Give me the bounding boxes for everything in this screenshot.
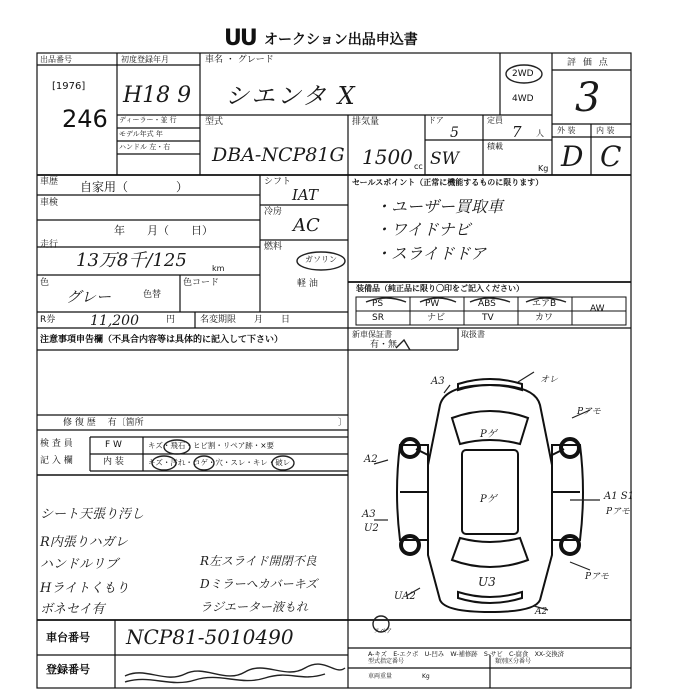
colorcode-label: 色コード xyxy=(183,278,220,288)
car-name-value: シエンタ X xyxy=(225,82,357,110)
recycle-value: 11,200 xyxy=(90,313,139,329)
remark-left-2: R内張りハガレ xyxy=(40,535,128,550)
handle-label: ハンドル 左・右 xyxy=(119,143,171,151)
equip-aw: AW xyxy=(590,304,605,314)
mark-a2-left: A2 xyxy=(364,454,378,465)
mark-ua2-rear: UA2 xyxy=(394,591,416,602)
aircon-value: AC xyxy=(293,215,320,236)
displacement-label: 排気量 xyxy=(352,117,380,127)
mark-pge-hood: Pゲ xyxy=(480,429,497,440)
selling-point-2: ・ワイドナビ xyxy=(375,220,471,239)
mark-pamo-rear-right: Pアモ xyxy=(585,572,609,582)
displacement-value: 1500 xyxy=(362,145,413,169)
shift-value: IAT xyxy=(292,186,318,204)
displacement-unit: cc xyxy=(414,162,423,171)
remark-left-4: Hライトくもり xyxy=(40,581,129,596)
equipment-label: 装備品（純正品に限り〇印をご記入ください） xyxy=(356,284,524,293)
ext-label: 外 装 xyxy=(557,126,576,135)
model-year-label: モデル年式 年 xyxy=(119,130,163,138)
door-label: ドア xyxy=(428,116,444,125)
capacity-unit: 人 xyxy=(536,129,544,138)
equip-tv: TV xyxy=(482,313,494,323)
history-value: 自家用（ ） xyxy=(80,180,189,194)
repair-history-suffix: 〕 xyxy=(338,418,348,428)
selling-points-label: セールスポイント（正常に機能するものに限ります） xyxy=(352,178,544,187)
mark-a2-rear: A2 xyxy=(535,607,548,617)
drive-4wd: 4WD xyxy=(512,94,534,104)
fuel-label: 燃料 xyxy=(264,242,283,252)
interior-label: 内 装 xyxy=(103,457,124,467)
dealer-label: ディーラー・並 行 xyxy=(119,116,177,124)
equip-sr: SR xyxy=(372,313,384,323)
mark-u2-left: U2 xyxy=(364,523,379,534)
name-change-label: 名変期限 月 日 xyxy=(200,315,291,325)
form-title: オークション出品申込書 xyxy=(264,32,418,48)
equip-navi: ナビ xyxy=(427,313,446,323)
legend-weight: 車両重量 Kg xyxy=(368,673,430,680)
mileage-label: 走行 xyxy=(40,240,59,250)
selling-point-3: ・スライドドア xyxy=(375,244,487,263)
shift-label: シフト xyxy=(264,177,292,187)
mark-spare: スペア xyxy=(374,628,393,635)
model-value: DBA-NCP81G xyxy=(212,144,345,166)
equip-abs: ABS xyxy=(478,299,496,309)
recycle-unit: 円 xyxy=(166,315,176,325)
remark-right-2: Dミラーへカバーキズ xyxy=(200,577,318,591)
capacity-value: 7 xyxy=(512,123,522,141)
legend-model-code: 型式指定番号 xyxy=(368,658,405,665)
score-label: 評 価 点 xyxy=(567,58,610,68)
logo: UU xyxy=(224,26,256,51)
fuel-gasoline: ガソリン xyxy=(305,255,337,264)
body-type-value: SW xyxy=(430,149,460,169)
chassis-value: NCP81-5010490 xyxy=(126,625,294,649)
model-label: 型式 xyxy=(205,117,224,127)
mileage-value: 13万8千/125 xyxy=(76,250,187,271)
aircon-label: 冷房 xyxy=(264,207,283,217)
load-label: 積載 xyxy=(487,142,503,151)
warranty-label: 新車保証書 xyxy=(352,330,392,339)
first-reg-value: H18 9 xyxy=(123,83,192,108)
mark-pamo-right: Pアモ xyxy=(606,507,630,517)
lot-no-value: 246 xyxy=(62,105,108,133)
equip-airbag: エアB xyxy=(532,299,557,309)
lot-no-label: 出品番号 xyxy=(40,55,72,64)
recycle-label: R券 xyxy=(40,315,56,325)
shaken-label: 車検 xyxy=(40,198,59,208)
inspector-entry-label: 記 入 欄 xyxy=(40,456,73,466)
score-value: 3 xyxy=(575,75,601,121)
lot-small-number: [1976] xyxy=(52,81,86,92)
car-name-label: 車名 ・ グレード xyxy=(205,55,274,65)
repair-history-label: 修 復 歴 有〔箇所 xyxy=(63,418,144,428)
capacity-label: 定員 xyxy=(487,116,503,125)
mark-pamo-front-right: Pアモ xyxy=(577,407,601,417)
interior-items: キズ・汚れ・コゲ・穴・スレ・キレ・破レ xyxy=(148,458,291,467)
warranty-value: 有・無 xyxy=(370,340,398,350)
int-label: 内 装 xyxy=(596,126,615,135)
equip-ps: PS xyxy=(372,299,384,309)
shaken-value: 年 月（ 日） xyxy=(114,224,213,237)
int-value: C xyxy=(600,140,622,173)
legend-line-1: A-キズ E-エクボ U-凹み W-補修跡 S-サビ C-腐食 XX-交換済 xyxy=(368,651,565,658)
mark-pge-roof: Pゲ xyxy=(480,494,497,505)
first-reg-label: 初度登録年月 xyxy=(121,55,169,64)
mark-a3-left: A3 xyxy=(362,509,376,520)
fw-items: キズ・飛石・ヒビ割・リペア跡・×要 xyxy=(148,441,274,450)
registration-label: 登録番号 xyxy=(46,663,90,676)
drive-2wd: 2WD xyxy=(512,69,534,79)
fuel-diesel: 軽 油 xyxy=(297,279,318,289)
mark-a3-front: A3 xyxy=(431,376,445,387)
equip-leather: カワ xyxy=(535,313,554,323)
load-unit: Kg xyxy=(538,164,549,173)
color-label: 色 xyxy=(40,278,50,288)
remark-left-3: ハンドルリブ xyxy=(40,557,119,572)
mark-ore: オレ xyxy=(540,375,559,385)
selling-point-1: ・ユーザー買取車 xyxy=(375,197,504,216)
manual-label: 取扱書 xyxy=(461,330,485,339)
remark-right-1: R左スライド開閉不良 xyxy=(200,554,317,568)
legend-class-code: 類別区分番号 xyxy=(495,658,532,665)
notes-label: 注意事項申告欄（不具合内容等は具体的に記入して下さい） xyxy=(40,335,284,345)
mark-u3-rear: U3 xyxy=(478,575,496,589)
chassis-label: 車台番号 xyxy=(46,631,90,644)
history-label: 車歴 xyxy=(40,177,59,187)
equip-pw: PW xyxy=(425,299,440,309)
color-value: グレー xyxy=(66,288,112,306)
remark-left-1: シート天張り汚し xyxy=(40,507,145,522)
mark-a1s1-right: A1 S1 xyxy=(604,491,634,502)
door-value: 5 xyxy=(450,125,459,141)
remark-left-5: ボネセイ有 xyxy=(40,602,105,617)
fw-label: F W xyxy=(105,440,122,450)
mileage-unit: km xyxy=(212,264,225,273)
ext-value: D xyxy=(561,140,584,173)
inspector-label: 検 査 員 xyxy=(40,439,73,449)
paint-label: 色替 xyxy=(143,290,162,300)
remark-right-3: ラジエーター液もれ xyxy=(200,600,309,614)
